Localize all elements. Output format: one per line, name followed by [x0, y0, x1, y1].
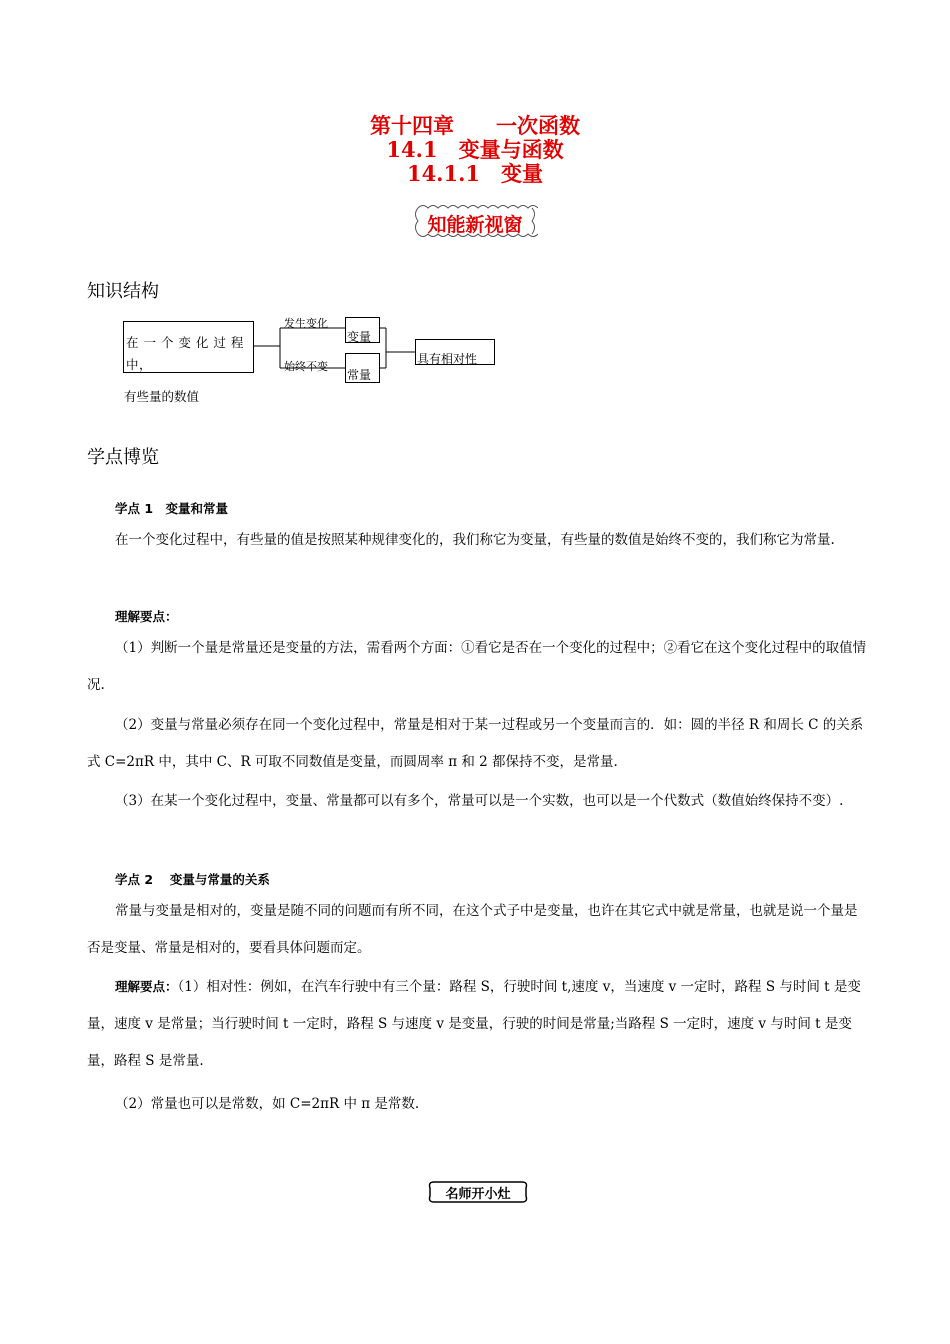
process-line1: 在 一 个 变 化 过 程 中， [126, 335, 244, 372]
constant-label: 常量 [347, 368, 372, 382]
variable-box [345, 317, 380, 343]
stamp-label: 名师开小灶 [445, 1187, 511, 1202]
point1-key: 理解要点： [115, 609, 178, 624]
section-title: 14.1 变量与函数 [386, 137, 564, 162]
point1-title: 学点 1 变量和常量 [115, 501, 229, 516]
branch-constant-label: 始终不变 [284, 360, 328, 373]
point2-item1-text: （1）相对性：例如，在汽车行驶中有三个量：路程 S，行驶时间 t,速度 v，当速度 v 一定时，路程 S 与时间 t 是变量，速度 v 是常量；当行驶时间 t 一定时，路程 S 与速度 v 是变量，行驶的时间是常量;当路程 S 一定时，速度 v 与时间 t 是变量，路程 S 是常量. [87, 979, 861, 1069]
chapter-title: 第十四章 一次函数 [370, 113, 580, 138]
point2-title: 学点 2 变量与常量的关系 [115, 872, 270, 887]
structure-heading: 知识结构 [87, 281, 159, 302]
point2-text: 常量与变量是相对的，变量是随不同的问题而有所不同，在这个式子中是变量，也许在其它式中就是常量，也就是说一个量是否是变量、常量是相对的，要看具体问题而定。 [87, 903, 858, 956]
relativity-label: 具有相对性 [417, 352, 478, 366]
overview-heading: 学点博览 [87, 447, 159, 468]
structure-diagram [0, 0, 950, 420]
point1-item3: （3）在某一个变化过程中，变量、常量都可以有多个，常量可以是一个实数，也可以是一个代数式（数值始终保持不变）. [115, 793, 844, 809]
relativity-box [415, 339, 495, 365]
variable-label: 变量 [347, 330, 372, 344]
process-line2: 有些量的数值 [124, 389, 200, 404]
tip-stamp [428, 1180, 528, 1204]
point2-key: 理解要点： [115, 979, 178, 994]
point2-item1 [87, 968, 867, 1080]
constant-box [345, 353, 380, 383]
banner-label: 知能新视窗 [427, 214, 523, 236]
process-box [123, 321, 254, 373]
point1-text: 在一个变化过程中，有些量的值是按照某种规律变化的，我们称它为变量，有些量的数值是始终不变的，我们称它为常量. [115, 532, 835, 548]
point1-item2: （2）变量与常量必须存在同一个变化过程中，常量是相对于某一过程或另一个变量而言的．如：圆的半径 R 和周长 C 的关系式 C=2πR 中，其中 C、R 可取不同数值是变量，而圆周率 π 和 2 都保持不变，是常量. [87, 717, 864, 770]
point2-item2: （2）常量也可以是常数，如 C=2πR 中 π 是常数. [115, 1096, 420, 1112]
point1-item1: （1）判断一个量是常量还是变量的方法，需看两个方面：①看它是否在一个变化的过程中；②看它在这个变化过程中的取值情况. [87, 640, 867, 693]
branch-change-label: 发生变化 [284, 317, 328, 330]
subsection-title: 14.1.1 变量 [406, 161, 544, 186]
